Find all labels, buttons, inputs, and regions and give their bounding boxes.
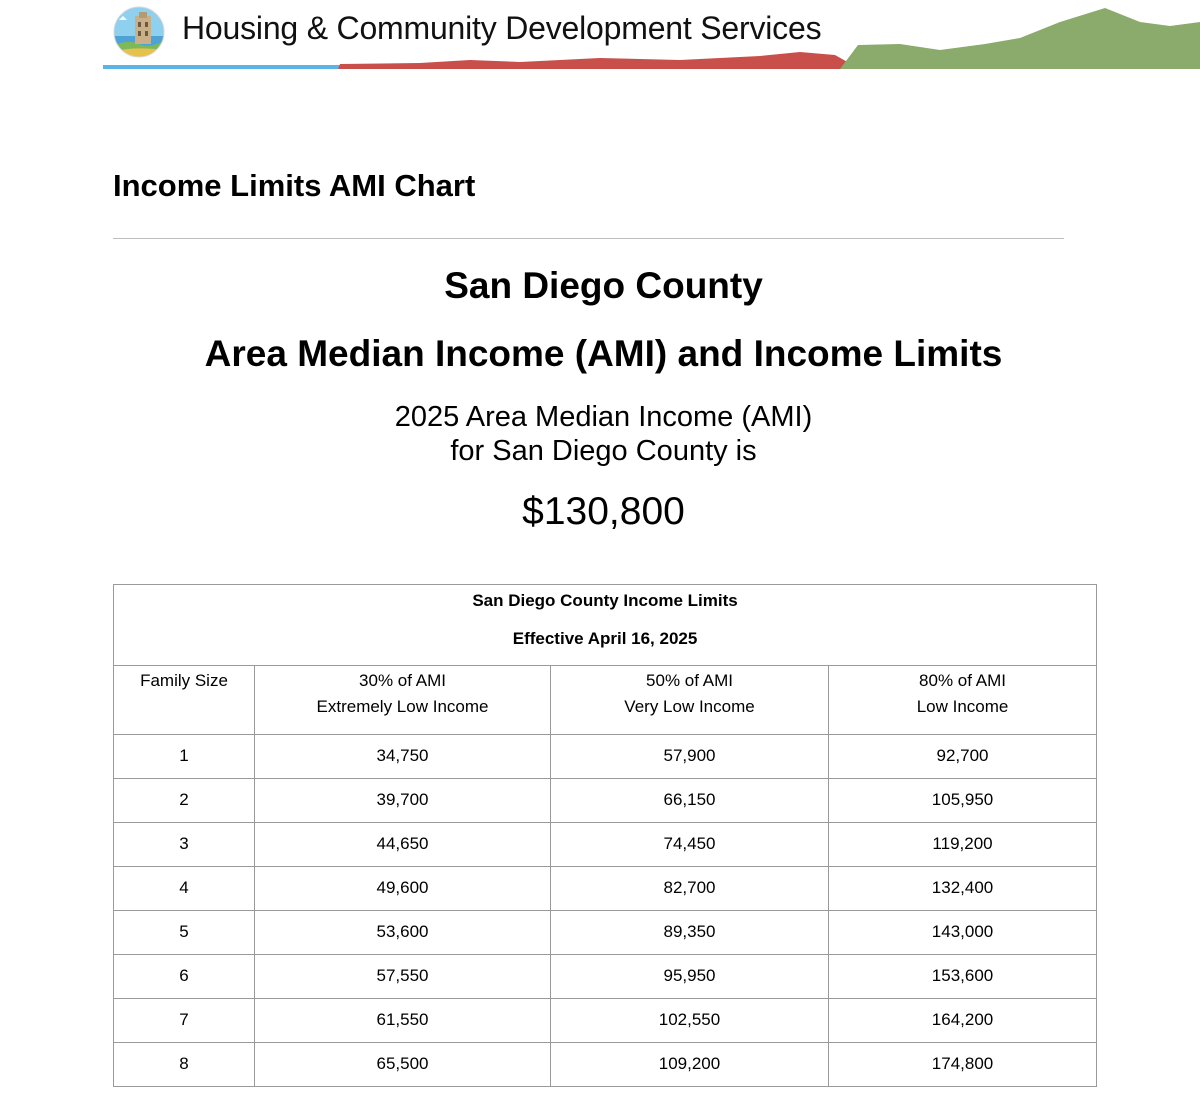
table-caption-row [114, 585, 1097, 666]
extremely-low-income-cell: 49,600 [255, 867, 551, 911]
table-row [114, 955, 1097, 999]
low-income-cell: 132,400 [829, 867, 1097, 911]
table-row [114, 779, 1097, 823]
column-header-line2: Very Low Income [624, 697, 755, 716]
very-low-income-cell: 102,550 [551, 999, 829, 1043]
family-size-cell: 8 [114, 1043, 255, 1087]
table-caption [114, 585, 1097, 666]
very-low-income-cell: 109,200 [551, 1043, 829, 1087]
table-row [114, 911, 1097, 955]
page-title: Income Limits AMI Chart [113, 168, 476, 203]
table-caption-effective-date: Effective April 16, 2025 [512, 629, 698, 648]
column-header-line2: Extremely Low Income [316, 697, 489, 716]
low-income-cell: 153,600 [829, 955, 1097, 999]
very-low-income-cell: 74,450 [551, 823, 829, 867]
extremely-low-income-cell: 34,750 [255, 735, 551, 779]
column-header-line1: Family Size [140, 671, 228, 690]
very-low-income-cell: 95,950 [551, 955, 829, 999]
low-income-cell: 92,700 [829, 735, 1097, 779]
family-size-cell: 6 [114, 955, 255, 999]
family-size-cell: 2 [114, 779, 255, 823]
table-row [114, 867, 1097, 911]
column-header-line1: 80% of AMI [919, 671, 1006, 690]
extremely-low-income-cell: 57,550 [255, 955, 551, 999]
table-row [114, 999, 1097, 1043]
county-heading: San Diego County [444, 265, 763, 306]
low-income-cell: 164,200 [829, 999, 1097, 1043]
column-header-50-ami [551, 666, 829, 735]
low-income-cell: 119,200 [829, 823, 1097, 867]
extremely-low-income-cell: 39,700 [255, 779, 551, 823]
very-low-income-cell: 89,350 [551, 911, 829, 955]
family-size-cell: 7 [114, 999, 255, 1043]
family-size-cell: 3 [114, 823, 255, 867]
low-income-cell: 143,000 [829, 911, 1097, 955]
very-low-income-cell: 57,900 [551, 735, 829, 779]
extremely-low-income-cell: 61,550 [255, 999, 551, 1043]
title-divider [113, 238, 1064, 239]
family-size-cell: 5 [114, 911, 255, 955]
extremely-low-income-cell: 53,600 [255, 911, 551, 955]
column-header-line1: 50% of AMI [646, 671, 733, 690]
ami-amount: $130,800 [522, 490, 685, 533]
ami-intro-line2: for San Diego County is [450, 435, 757, 467]
site-title[interactable]: Housing & Community Development Services [182, 10, 822, 46]
ami-intro [113, 400, 1094, 468]
very-low-income-cell: 66,150 [551, 779, 829, 823]
table-row [114, 735, 1097, 779]
family-size-cell: 4 [114, 867, 255, 911]
low-income-cell: 174,800 [829, 1043, 1097, 1087]
column-header-line2: Low Income [916, 697, 1009, 716]
ami-heading: Area Median Income (AMI) and Income Limits [204, 333, 1003, 374]
site-header [0, 0, 1200, 75]
column-header-80-ami [829, 666, 1097, 735]
extremely-low-income-cell: 65,500 [255, 1043, 551, 1087]
table-row [114, 823, 1097, 867]
table-header-row [114, 666, 1097, 735]
ami-intro-line1: 2025 Area Median Income (AMI) [394, 401, 813, 433]
county-seal-logo-icon[interactable] [113, 6, 165, 58]
extremely-low-income-cell: 44,650 [255, 823, 551, 867]
very-low-income-cell: 82,700 [551, 867, 829, 911]
column-header-family-size [114, 666, 255, 735]
low-income-cell: 105,950 [829, 779, 1097, 823]
family-size-cell: 1 [114, 735, 255, 779]
income-limits-table [113, 584, 1097, 1087]
column-header-30-ami [255, 666, 551, 735]
table-row [114, 1043, 1097, 1087]
table-caption-title: San Diego County Income Limits [472, 591, 738, 610]
column-header-line1: 30% of AMI [359, 671, 446, 690]
